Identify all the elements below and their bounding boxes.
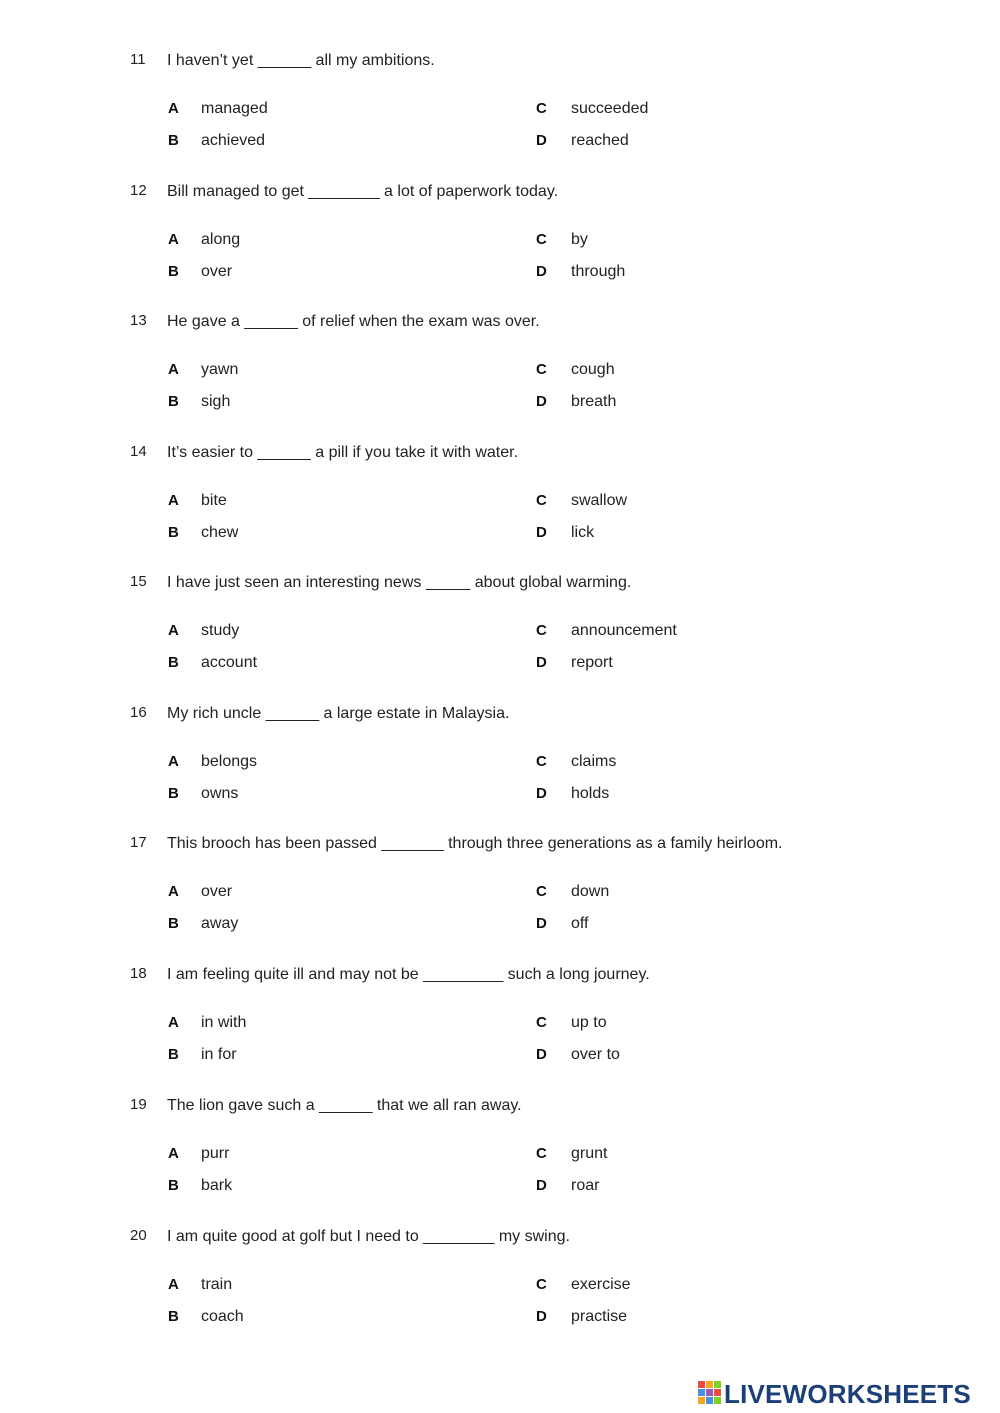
option-text: study [201,622,240,639]
option-text: over [201,883,233,900]
option-letter: C [536,1276,547,1293]
option-letter: C [536,753,547,770]
option-text: coach [201,1308,244,1325]
question-text: I have just seen an interesting news _____ about global warming. [167,574,632,591]
question-number: 20 [130,1227,147,1244]
question-number: 16 [130,704,147,721]
option-text: achieved [201,132,266,149]
question-number: 13 [130,312,147,329]
option-letter: D [536,654,547,671]
question-number: 17 [130,834,147,851]
question-19 [0,1095,1000,1215]
question-11 [0,50,1000,170]
option-letter: A [168,231,179,248]
option-letter: A [168,1145,179,1162]
option-letter: C [536,1145,547,1162]
option-letter: B [168,524,179,541]
option-letter: A [168,1276,179,1293]
option-letter: A [168,100,179,117]
option-text: managed [201,100,268,117]
question-13 [0,311,1000,431]
option-text: breath [571,393,617,410]
option-letter: D [536,393,547,410]
question-text: It’s easier to ______ a pill if you take it with water. [167,444,519,461]
option-text: yawn [201,361,239,378]
question-text: I am quite good at golf but I need to ________ my swing. [167,1228,570,1245]
question-20 [0,1226,1000,1346]
option-text: account [201,654,258,671]
option-text: cough [571,361,615,378]
option-text: in with [201,1014,247,1031]
option-letter: B [168,785,179,802]
question-number: 14 [130,443,147,460]
option-letter: D [536,1177,547,1194]
option-letter: C [536,492,547,509]
option-letter: B [168,654,179,671]
option-letter: D [536,785,547,802]
option-letter: D [536,263,547,280]
option-text: succeeded [571,100,649,117]
option-text: bite [201,492,227,509]
option-letter: D [536,524,547,541]
question-text: My rich uncle ______ a large estate in Malaysia. [167,705,510,722]
option-text: announcement [571,622,677,639]
question-18 [0,964,1000,1084]
option-text: through [571,263,626,280]
question-text: This brooch has been passed _______ through three generations as a family heirloom. [167,835,783,852]
option-text: grunt [571,1145,608,1162]
option-text: chew [201,524,239,541]
question-number: 11 [130,51,146,68]
option-letter: C [536,883,547,900]
option-letter: C [536,100,547,117]
question-text: Bill managed to get ________ a lot of paperwork today. [167,183,559,200]
option-letter: A [168,361,179,378]
option-letter: A [168,883,179,900]
question-number: 18 [130,965,147,982]
option-letter: A [168,753,179,770]
option-text: bark [201,1177,233,1194]
option-text: reached [571,132,629,149]
question-number: 19 [130,1096,147,1113]
question-14 [0,442,1000,562]
liveworksheets-logo-icon [698,1381,722,1407]
option-text: over to [571,1046,620,1063]
option-text: by [571,231,588,248]
question-16 [0,703,1000,823]
option-letter: C [536,622,547,639]
option-text: down [571,883,610,900]
question-17 [0,833,1000,953]
option-text: belongs [201,753,258,770]
option-letter: B [168,1308,179,1325]
question-text: The lion gave such a ______ that we all ran away. [167,1097,522,1114]
question-number: 12 [130,182,147,199]
option-text: along [201,231,241,248]
option-letter: D [536,915,547,932]
option-letter: B [168,263,179,280]
brand-name: LIVEWORKSHEETS [724,1379,971,1409]
question-12 [0,181,1000,301]
option-text: holds [571,785,610,802]
option-letter: A [168,622,179,639]
option-text: over [201,263,233,280]
question-text: He gave a ______ of relief when the exam was over. [167,313,540,330]
option-text: purr [201,1145,230,1162]
option-letter: B [168,1046,179,1063]
option-letter: C [536,1014,547,1031]
option-letter: D [536,1308,547,1325]
option-letter: B [168,393,179,410]
option-text: owns [201,785,239,802]
option-letter: C [536,231,547,248]
option-text: swallow [571,492,628,509]
option-letter: B [168,915,179,932]
option-text: up to [571,1014,607,1031]
question-text: I haven’t yet ______ all my ambitions. [167,52,435,69]
option-letter: B [168,132,179,149]
option-letter: B [168,1177,179,1194]
option-letter: D [536,1046,547,1063]
question-text: I am feeling quite ill and may not be _________ such a long journey. [167,966,650,983]
option-letter: A [168,492,179,509]
option-text: report [571,654,613,671]
option-text: exercise [571,1276,631,1293]
option-text: away [201,915,239,932]
option-text: off [571,915,589,932]
option-text: in for [201,1046,237,1063]
option-text: lick [571,524,595,541]
option-text: roar [571,1177,600,1194]
option-letter: A [168,1014,179,1031]
liveworksheets-brand[interactable] [698,1377,971,1411]
option-text: sigh [201,393,231,410]
option-text: claims [571,753,617,770]
option-text: train [201,1276,233,1293]
option-letter: C [536,361,547,378]
question-15 [0,572,1000,692]
option-letter: D [536,132,547,149]
question-number: 15 [130,573,147,590]
option-text: practise [571,1308,628,1325]
